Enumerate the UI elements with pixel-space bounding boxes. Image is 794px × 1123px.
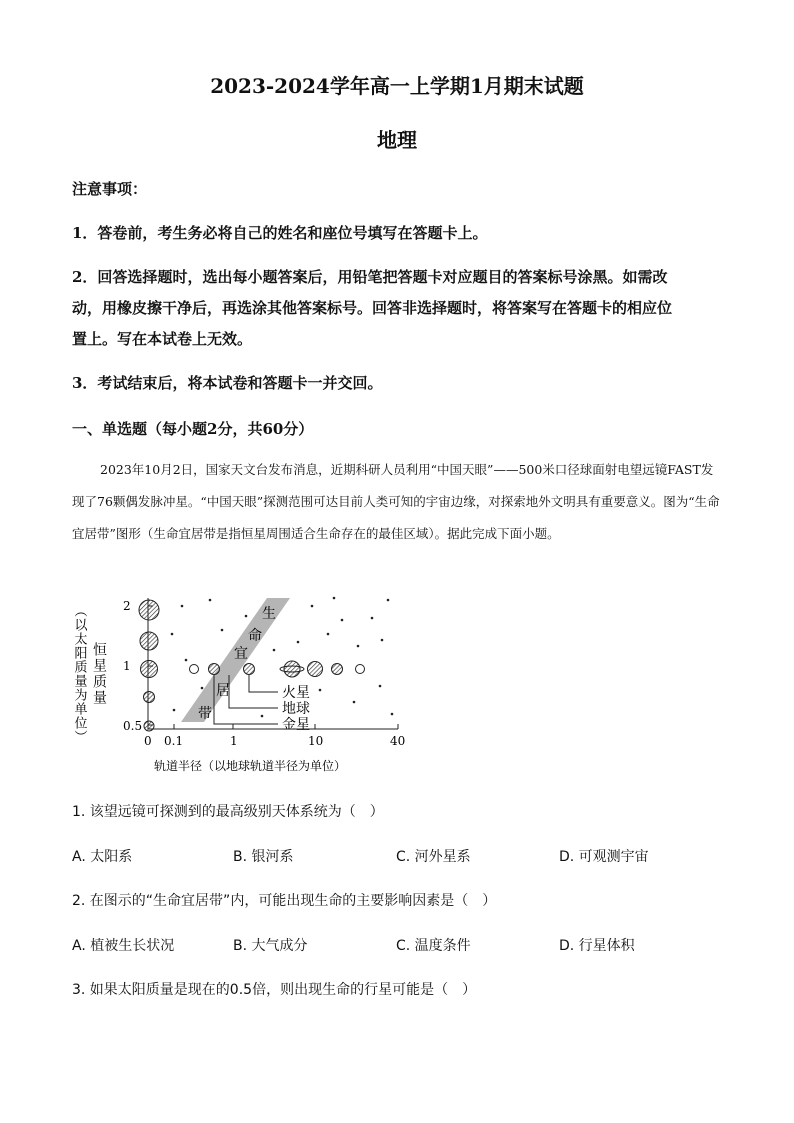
x-tick-40: 40 (390, 734, 406, 748)
notice-item-3: 3．考试结束后，将本试卷和答题卡一并交回。 (72, 374, 383, 392)
question-1-option-b[interactable]: B. 银河系 (233, 849, 294, 865)
x-tick-1: 1 (230, 734, 238, 748)
y-tick-1: 1 (123, 659, 131, 673)
planet-jupiter (284, 661, 300, 677)
star-smallest (144, 721, 154, 731)
subject-title: 地理 (377, 128, 417, 152)
zone-char-4: 居 (216, 683, 230, 699)
y-tick-2: 2 (123, 599, 131, 613)
zone-char-3: 宜 (234, 646, 248, 662)
y-axis-label-inner: 恒星质量 (91, 642, 107, 706)
planet-mercury (190, 665, 199, 674)
question-3-stem: 3. 如果太阳质量是现在的0.5倍，则出现生命的行星可能是（ ） (72, 982, 477, 998)
label-earth: 地球 (282, 701, 310, 717)
question-1-stem: 1. 该望远镜可探测到的最高级别天体系统为（ ） (72, 804, 384, 820)
zone-char-2: 命 (248, 628, 262, 644)
star-medium-large (140, 632, 158, 650)
question-2-option-d[interactable]: D. 行星体积 (559, 938, 635, 954)
star-sun (141, 661, 158, 678)
question-2-option-a[interactable]: A. 植被生长状况 (72, 938, 175, 954)
planet-neptune (356, 665, 365, 674)
notice-item-2-line-3: 置上。写在本试卷上无效。 (72, 330, 253, 348)
notice-item-2-line-2: 动，用橡皮擦干净后，再选涂其他答案标号。回答非选择题时，将答案写在答题卡的相应位 (72, 299, 673, 317)
question-2-option-c[interactable]: C. 温度条件 (396, 938, 471, 954)
y-axis-label-outer: （以太阳质量为单位） (71, 604, 87, 744)
y-tick-0-5: 0.5 (123, 719, 143, 733)
star-small (144, 692, 155, 703)
notice-item-2-line-1: 2．回答选择题时，选出每小题答案后，用铅笔把答题卡对应题目的答案标号涂黑。如需改 (72, 268, 668, 286)
planet-earth (244, 664, 255, 675)
question-2-option-b[interactable]: B. 大气成分 (233, 938, 308, 954)
passage (72, 454, 722, 550)
habitable-zone-figure (62, 590, 422, 780)
label-mars: 火星 (282, 685, 310, 701)
x-tick-0-1: 0.1 (164, 734, 184, 748)
passage-text: 2023年10月2日，国家天文台发布消息，近期科研人员利用“中国天眼”——500米口径球面射电望远镜FAST发现了76颗偶发脉冲星。“中国天眼”探测范围可达目前人类可知的宇宙边缘，对探索地外文明具有重要意义。图为“生命宜居带”图形（生命宜居带是指恒星周围适合生命存在的最佳区域）。据此完成下面小题。 (72, 462, 720, 541)
zone-char-1: 生 (262, 606, 276, 622)
label-venus: 金星 (282, 717, 310, 733)
notice-item-1: 1．答卷前，考生务必将自己的姓名和座位号填写在答题卡上。 (72, 224, 488, 242)
question-1-option-d[interactable]: D. 可观测宇宙 (559, 849, 649, 865)
mars-leader (249, 675, 278, 692)
planet-venus (209, 664, 220, 675)
question-1-option-c[interactable]: C. 河外星系 (396, 849, 471, 865)
planet-saturn (308, 662, 323, 677)
x-axis-label: 轨道半径（以地球轨道半径为单位） (154, 759, 347, 773)
notice-heading: 注意事项： (72, 180, 148, 198)
question-1-option-a[interactable]: A. 太阳系 (72, 849, 133, 865)
exam-title: 2023-2024学年高一上学期1月期末试题 (210, 74, 584, 98)
zone-char-5: 带 (198, 706, 212, 722)
section-heading: 一、单选题（每小题2分，共60分） (72, 420, 314, 438)
question-2-stem: 2. 在图示的“生命宜居带”内，可能出现生命的主要影响因素是（ ） (72, 893, 497, 909)
star-large (139, 600, 159, 620)
x-tick-0: 0 (144, 734, 152, 748)
planet-uranus (332, 664, 343, 675)
x-tick-10: 10 (308, 734, 324, 748)
